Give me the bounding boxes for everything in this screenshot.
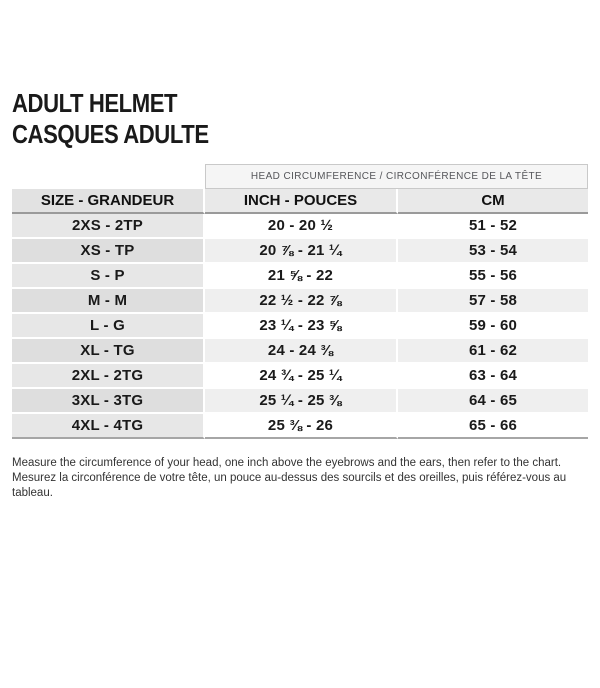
cm-cell: 59 - 60 <box>398 314 588 339</box>
inch-cell: 25 ⅜ - 26 <box>205 414 398 439</box>
inch-cell: 23 ¼ - 23 ⅝ <box>205 314 398 339</box>
size-cell: XL - TG <box>12 339 205 364</box>
cm-cell: 53 - 54 <box>398 239 588 264</box>
page-title <box>12 88 512 150</box>
cm-cell: 55 - 56 <box>398 264 588 289</box>
column-header-cm: CM <box>398 189 588 214</box>
cm-cell: 65 - 66 <box>398 414 588 439</box>
page-title-fr: CASQUES ADULTE <box>12 119 209 149</box>
column-header-inch: INCH - POUCES <box>205 189 398 214</box>
cm-cell: 51 - 52 <box>398 214 588 239</box>
page-title-en: ADULT HELMET <box>12 88 178 118</box>
size-cell: 4XL - 4TG <box>12 414 205 439</box>
column-header-size: SIZE - GRANDEUR <box>12 189 205 214</box>
size-cell: S - P <box>12 264 205 289</box>
inch-cell: 20 ⅞ - 21 ¼ <box>205 239 398 264</box>
inch-cell: 22 ½ - 22 ⅞ <box>205 289 398 314</box>
cm-cell: 61 - 62 <box>398 339 588 364</box>
instruction-fr: Mesurez la circonférence de votre tête, un pouce au-dessus des sourcils et des oreilles, puis référez-vous au tableau. <box>12 472 567 499</box>
cm-cell: 57 - 58 <box>398 289 588 314</box>
inch-cell: 24 - 24 ⅜ <box>205 339 398 364</box>
head-circumference-banner: HEAD CIRCUMFERENCE / CIRCONFÉRENCE DE LA TÊTE <box>205 164 588 189</box>
size-chart-table <box>12 164 588 439</box>
banner-spacer <box>12 164 205 189</box>
inch-cell: 24 ¾ - 25 ¼ <box>205 364 398 389</box>
cm-cell: 63 - 64 <box>398 364 588 389</box>
size-cell: L - G <box>12 314 205 339</box>
inch-cell: 21 ⅝ - 22 <box>205 264 398 289</box>
inch-cell: 25 ¼ - 25 ⅜ <box>205 389 398 414</box>
size-cell: 2XS - 2TP <box>12 214 205 239</box>
measurement-instructions <box>12 456 600 501</box>
cm-cell: 64 - 65 <box>398 389 588 414</box>
size-cell: 2XL - 2TG <box>12 364 205 389</box>
size-cell: M - M <box>12 289 205 314</box>
instruction-en: Measure the circumference of your head, one inch above the eyebrows and the ears, then refer to the chart. <box>12 457 562 469</box>
size-cell: XS - TP <box>12 239 205 264</box>
inch-cell: 20 - 20 ½ <box>205 214 398 239</box>
size-cell: 3XL - 3TG <box>12 389 205 414</box>
